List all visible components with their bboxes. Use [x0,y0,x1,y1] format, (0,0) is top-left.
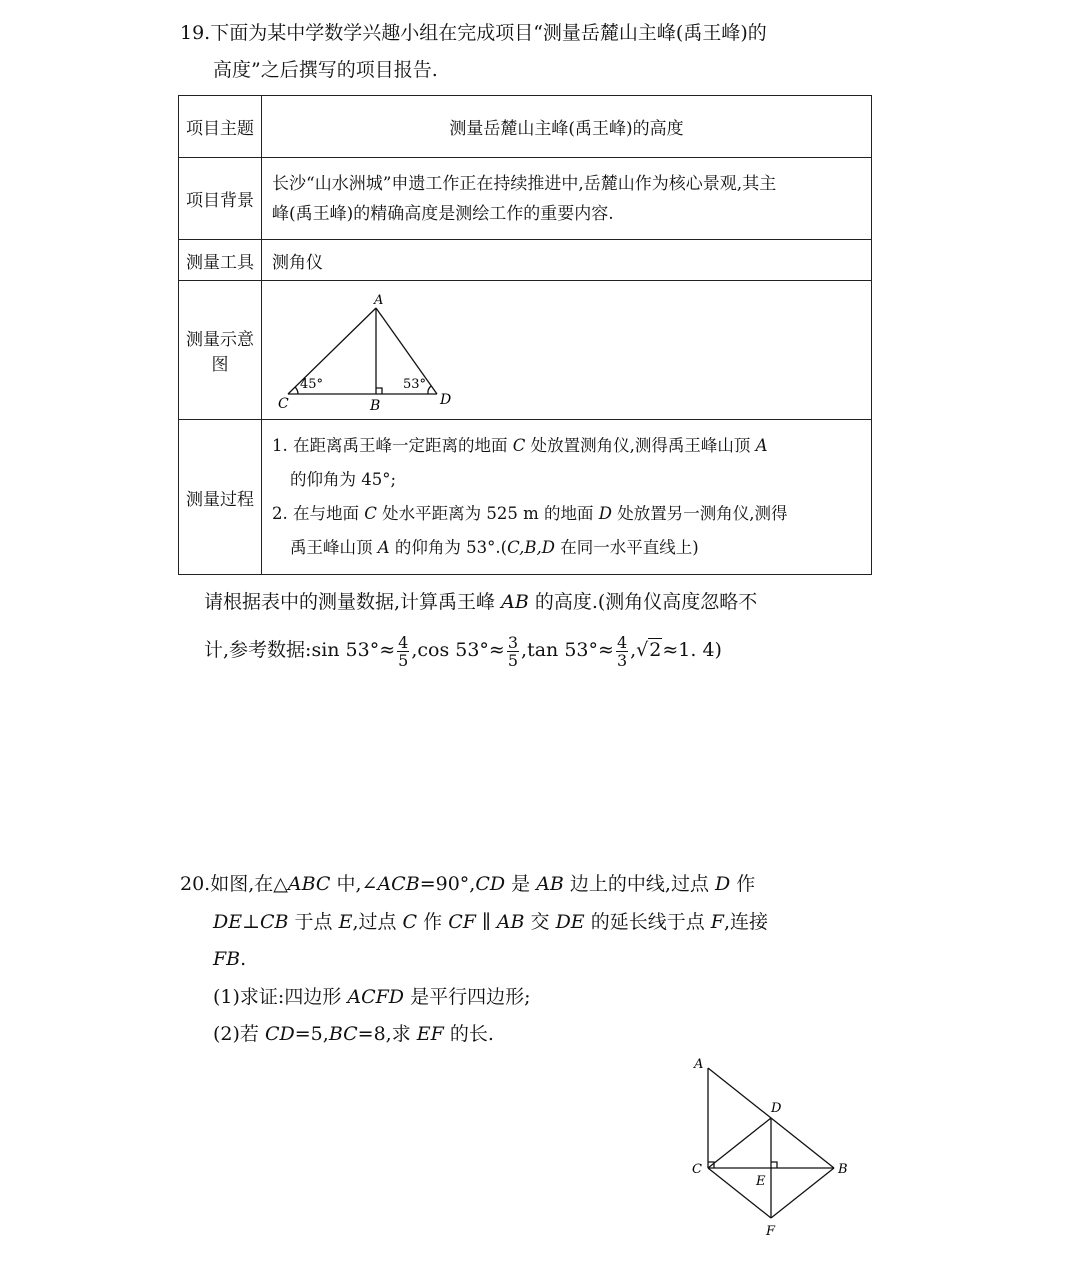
row-topic [179,96,872,158]
sqrt-suffix: ≈1. 4) [662,639,722,661]
right-angle-mark [376,388,382,394]
q19-ask-line2 [204,630,722,670]
p1-text-a: 1. 在距离禹王峰一定距离的地面 [272,436,513,455]
sqrt-arg: 2 [649,639,662,661]
label-c: C [278,396,289,412]
q20-s2-ef: EF [416,1023,444,1045]
q20-l1-c: =90°, [419,873,476,895]
q20-l2-cf: CF [448,911,476,933]
ask-ref-sin: 计,参考数据:sin 53°≈ [204,639,396,661]
q20-l2-e: E [338,911,353,933]
q20-l1-f: 作 [730,873,756,895]
row-background [179,158,872,240]
q20-s1-b: 是平行四边形; [404,986,531,1008]
q20-l3-fb: FB [213,948,241,970]
arc-c [295,387,298,394]
ask-ref-tan: ,tan 53°≈ [521,639,614,661]
q20-l2-perp: ⊥ [242,911,260,933]
ask-text-b: 的高度.(测角仪高度忽略不 [528,591,758,613]
process-label: 测量过程 [179,420,262,575]
frac-sin-num: 4 [398,632,409,652]
row-diagram [179,281,872,420]
label-a: A [374,293,384,308]
q20-s2-b: =5, [294,1023,329,1045]
p2-var-a: A [377,538,390,557]
p1-var-a: A [755,436,768,455]
q20-l1-abc: ABC [287,873,331,895]
row-process [179,420,872,575]
frac-tan-num: 4 [616,632,628,652]
q20-l2-de: DE [213,911,243,933]
p2-var-c: C [364,504,377,523]
p2-var-cbd: C,B,D [507,538,555,557]
frac-cos-num: 3 [507,632,519,652]
tool-value: 测角仪 [262,240,872,281]
q20-l2-ab: AB [496,911,525,933]
frac-tan [616,634,628,669]
q20-line3 [213,947,246,971]
q20-s1-a: (1)求证:四边形 [213,986,348,1008]
q20-number: 20. [180,873,211,895]
q20-l2-f: 交 [524,911,556,933]
q20-line1 [180,872,755,896]
angle-d-label: 53° [403,377,427,392]
background-label: 项目背景 [179,158,262,240]
seg-cd [708,1118,771,1168]
process-step2-line2 [272,531,861,565]
fig-label-d: D [771,1101,782,1116]
tool-label: 测量工具 [179,240,262,281]
q20-sub2 [213,1022,494,1046]
fig-label-b: B [838,1162,848,1177]
q20-l2-b: 于点 [288,911,339,933]
ask-ref-cos: ,cos 53°≈ [411,639,505,661]
fig-label-a: A [694,1057,704,1072]
frac-cos [507,634,519,669]
row-tool [179,240,872,281]
q20-l1-a: 如图,在△ [210,873,288,895]
seg-fb [771,1168,834,1218]
q19-stem-line1 [180,21,767,45]
q20-l2-h: ,连接 [723,911,768,933]
frac-sin-den: 5 [398,650,409,670]
q20-l1-d: 是 [505,873,537,895]
fig-label-e: E [756,1174,766,1189]
frac-sin [397,634,409,669]
q20-s1-var: ACFD [347,986,405,1008]
q20-line2 [213,910,768,934]
p2-text-a: 2. 在与地面 [272,504,365,523]
frac-cos-den: 5 [507,650,519,670]
q20-figure [688,1052,858,1242]
p2-text-c: 处放置另一测角仪,测得 [611,504,788,523]
label-b: B [370,398,381,414]
fig-label-f: F [766,1224,776,1239]
topic-value: 测量岳麓山主峰(禹王峰)的高度 [262,96,872,158]
angle-c-label: 45° [300,377,324,392]
q20-l2-cb: CB [259,911,289,933]
background-line1: 长沙“山水洲城”申遗工作正在持续推进中,岳麓山作为核心景观,其主 [272,173,777,194]
q20-l2-de2: DE [555,911,585,933]
process-step1-line1 [272,429,861,463]
process-step1-line2: 的仰角为 45°; [290,470,397,489]
label-d: D [440,392,452,408]
q20-s2-c: =8,求 [357,1023,417,1045]
q20-l2-g: 的延长线于点 [584,911,711,933]
p2-text-e: 的仰角为 53°.( [389,538,508,557]
q20-s2-d: 的长. [443,1023,494,1045]
p2-var-d: D [598,504,612,523]
q19-stem-line2 [213,58,438,82]
topic-label: 项目主题 [179,96,262,158]
q20-l2-fpt: F [710,911,724,933]
q20-s2-bc: BC [328,1023,358,1045]
p1-var-c: C [512,436,526,455]
q20-l1-ab: AB [536,873,564,895]
q20-l1-dpt: D [715,873,731,895]
q20-l1-cd: CD [475,873,506,895]
q19-number: 19. [180,22,211,44]
diagram-cell [262,281,872,420]
fig-label-c: C [692,1162,702,1177]
q20-l1-b: 中,∠ [330,873,378,895]
q20-l2-cpt: C [402,911,418,933]
q20-l3-dot: . [240,948,247,970]
q20-s2-cd: CD [264,1023,295,1045]
q20-l2-par: ∥ [475,911,497,933]
arc-d [428,386,431,394]
q19-ask-line1 [204,590,757,614]
measurement-diagram [270,284,470,416]
q19-stem-text1: 下面为某中学数学兴趣小组在完成项目“测量岳麓山主峰(禹王峰)的 [210,22,767,44]
q19-stem-text2: 高度”之后撰写的项目报告. [213,59,438,81]
diagram-label: 测量示意图 [179,281,262,420]
frac-tan-den: 3 [616,650,628,670]
p2-text-b: 处水平距离为 525 m 的地面 [376,504,599,523]
background-cell [262,158,872,240]
q20-s2-a: (2)若 [213,1023,265,1045]
q20-l2-c: ,过点 [352,911,403,933]
project-report-table [178,95,872,575]
process-cell [262,420,872,575]
q20-sub1 [213,985,531,1009]
p2-text-d: 禹王峰山顶 [290,538,378,557]
ask-var-ab: AB [501,591,529,613]
background-line2: 峰(禹王峰)的精确高度是测绘工作的重要内容. [272,203,614,224]
p2-text-f: 在同一水平直线上) [554,538,699,557]
process-step2-line1 [272,497,861,531]
ask-text-a: 请根据表中的测量数据,计算禹王峰 [204,591,502,613]
q20-l1-acb: ACB [377,873,420,895]
q20-l2-d: 作 [417,911,449,933]
q20-l1-e: 边上的中线,过点 [563,873,716,895]
p1-text-b: 处放置测角仪,测得禹王峰山顶 [525,436,756,455]
sqrt-sign: ,√ [630,639,649,661]
right-angle-e [771,1162,777,1168]
